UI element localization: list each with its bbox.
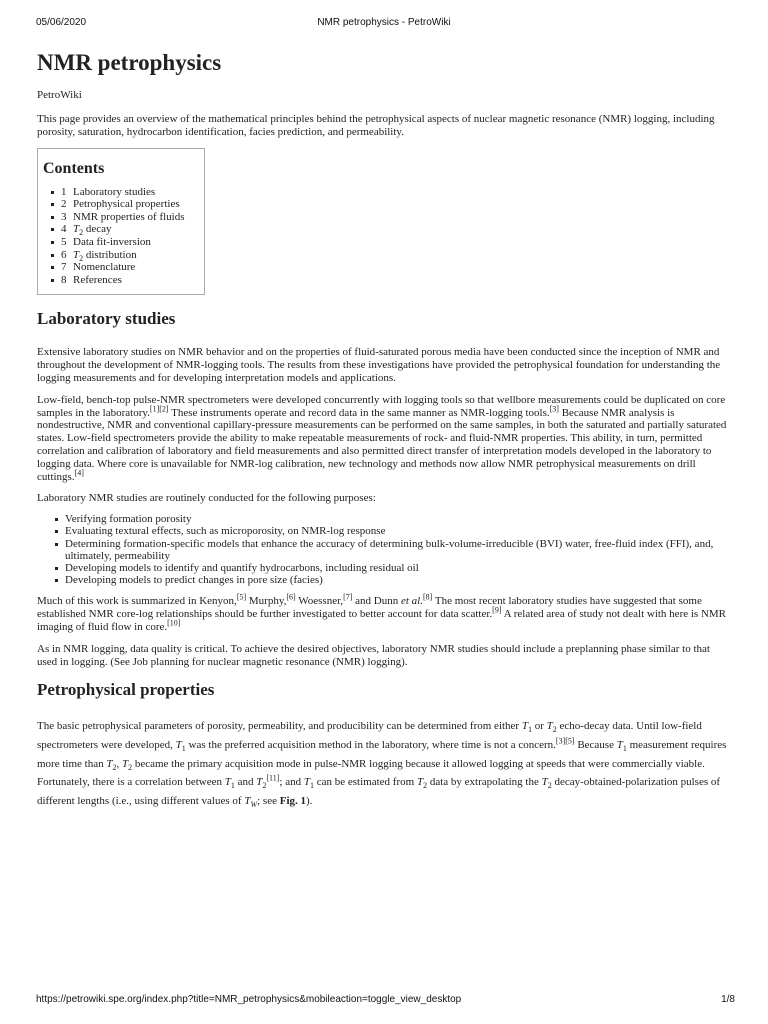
lab-paragraph-4: Much of this work is summarized in Kenyon,[5] Murphy,[6] Woessner,[7] and Dunn et al.[8] The most recent laboratory studies have suggested that some established NMR core-log relationships should be further investigated to better account for data scatter.[9] A related area of study not dealt with here is NMR imaging of fluid flow in core.[10] xyxy=(37,592,727,633)
print-date: 05/06/2020 xyxy=(36,17,87,28)
petro-paragraph-1: The basic petrophysical parameters of porosity, permeability, and producibility can be determined from either $T_1$ or $T_2$ echo-decay data. Until low-field spectrometers were developed, $T_1$ was the preferred acquisition method in the laboratory, where time is not a concern.[3][5] Because $T_1$ measurement requires more time than $T_2$, $T_2$ became the primary acquisition mode in pulse-NMR logging because it allowed logging at speeds that were commercially viable. Fortunately, there is a correlation between $T_1$ and $T_2[11]$; and $T_1$ can be estimated from $T_2$ data by extrapolating the $T_2$ decay-obtained-polarization pulses of different lengths (i.e., using different values of $T_W$; see Fig. 1). xyxy=(37,720,727,809)
lab-paragraph-2: Low-field, bench-top pulse-NMR spectrometers were developed concurrently with logging tools so that wellbore measurements could be duplicated on core samples in the laboratory.[1][2] These instruments operate and record data in the same manner as NMR-logging tools.[3] Because NMR analysis is nondestructive, NMR and conventional capillary-pressure measurements can be performed on the same samples, in both the saturated and partially saturated states. Low-field spectrometers provide the ability to make repeatable measurements of rock- and fluid-NMR properties. This ability, in turn, permitted correlation and calibration of laboratory and field measurements and also permitted direct transfer of interpretation models developed in the laboratory to logging data. Where core is unavailable for NMR-log calibration, new technology and methods now allow NMR petrophysical measurements on drill cuttings.[4] xyxy=(37,393,727,483)
toc-item-t2-decay[interactable]: 4 $T_2$ decay xyxy=(61,223,204,236)
print-title: NMR petrophysics - PetroWiki xyxy=(317,17,451,28)
citation-link[interactable]: [4] xyxy=(74,467,84,477)
citation-link[interactable]: [5] xyxy=(236,592,247,602)
toc-item-laboratory-studies[interactable]: 1 Laboratory studies xyxy=(61,186,204,199)
list-item: Verifying formation porosity xyxy=(65,513,732,525)
print-url: https://petrowiki.spe.org/index.php?title=NMR_petrophysics&mobileaction=toggle_view_desktop xyxy=(36,994,462,1005)
toc-item-references[interactable]: 8 References xyxy=(61,274,204,287)
list-item: Developing models to predict changes in pore size (facies) xyxy=(65,574,732,586)
toc-item-nomenclature[interactable]: 7 Nomenclature xyxy=(61,261,204,274)
figure-link[interactable]: Fig. 1 xyxy=(279,794,307,807)
site-subtitle: PetroWiki xyxy=(37,89,82,101)
toc-list xyxy=(43,186,204,287)
citation-link[interactable]: [6] xyxy=(286,592,296,602)
citation-link[interactable]: [1][2] xyxy=(149,403,169,413)
citation-link[interactable]: [3] xyxy=(549,403,559,413)
citation-link[interactable]: [8] xyxy=(422,592,433,602)
toc-item-data-fit-inversion[interactable]: 5 Data fit-inversion xyxy=(61,236,204,249)
citation-link[interactable]: [3][5] xyxy=(555,736,575,746)
section-heading-petrophysical-properties: Petrophysical properties xyxy=(37,680,215,700)
article-content xyxy=(37,46,732,810)
citation-link[interactable]: [10] xyxy=(167,618,181,628)
lab-paragraph-1: Extensive laboratory studies on NMR behavior and on the properties of fluid-saturated porous media have been conducted since the inception of NMR and throughout the development of NMR-logging tools. The results from these investigations have provided the petrophysical foundation for understanding the logging measurements and for developing interpretation models and applications. xyxy=(37,346,721,384)
page-title: NMR petrophysics xyxy=(37,50,222,75)
citation-link[interactable]: [7] xyxy=(343,592,353,602)
table-of-contents xyxy=(37,148,205,296)
toc-item-t2-distribution[interactable]: 6 $T_2$ distribution xyxy=(61,249,204,262)
print-page-number: 1/8 xyxy=(721,994,735,1005)
list-item: Developing models to identify and quantify hydrocarbons, including residual oil xyxy=(65,562,732,574)
citation-link[interactable]: [9] xyxy=(492,605,502,615)
toc-item-nmr-properties-of-fluids[interactable]: 3 NMR properties of fluids xyxy=(61,211,204,224)
toc-title: Contents xyxy=(43,159,105,177)
toc-item-petrophysical-properties[interactable]: 2 Petrophysical properties xyxy=(61,198,204,211)
lab-paragraph-5: As in NMR logging, data quality is critical. To achieve the desired objectives, laboratory NMR studies should include a preplanning phase similar to that used in logging. (See Job planning for nuclear magnetic resonance (NMR) logging). xyxy=(37,642,710,668)
list-item: Evaluating textural effects, such as microporosity, on NMR-log response xyxy=(65,525,732,537)
lab-purposes-list xyxy=(37,513,732,586)
section-heading-laboratory-studies: Laboratory studies xyxy=(37,309,176,329)
citation-link[interactable]: [11] xyxy=(266,773,280,783)
list-item: Determining formation-specific models that enhance the accuracy of determining bulk-volume-irreducible (BVI) water, free-fluid index (FFI), and, ultimately, permeability xyxy=(65,538,732,562)
lab-paragraph-3: Laboratory NMR studies are routinely conducted for the following purposes: xyxy=(37,492,376,505)
intro-paragraph: This page provides an overview of the mathematical principles behind the petrophysical aspects of nuclear magnetic resonance (NMR) logging, including porosity, saturation, hydrocarbon identification, facies prediction, and permeability. xyxy=(37,113,715,138)
